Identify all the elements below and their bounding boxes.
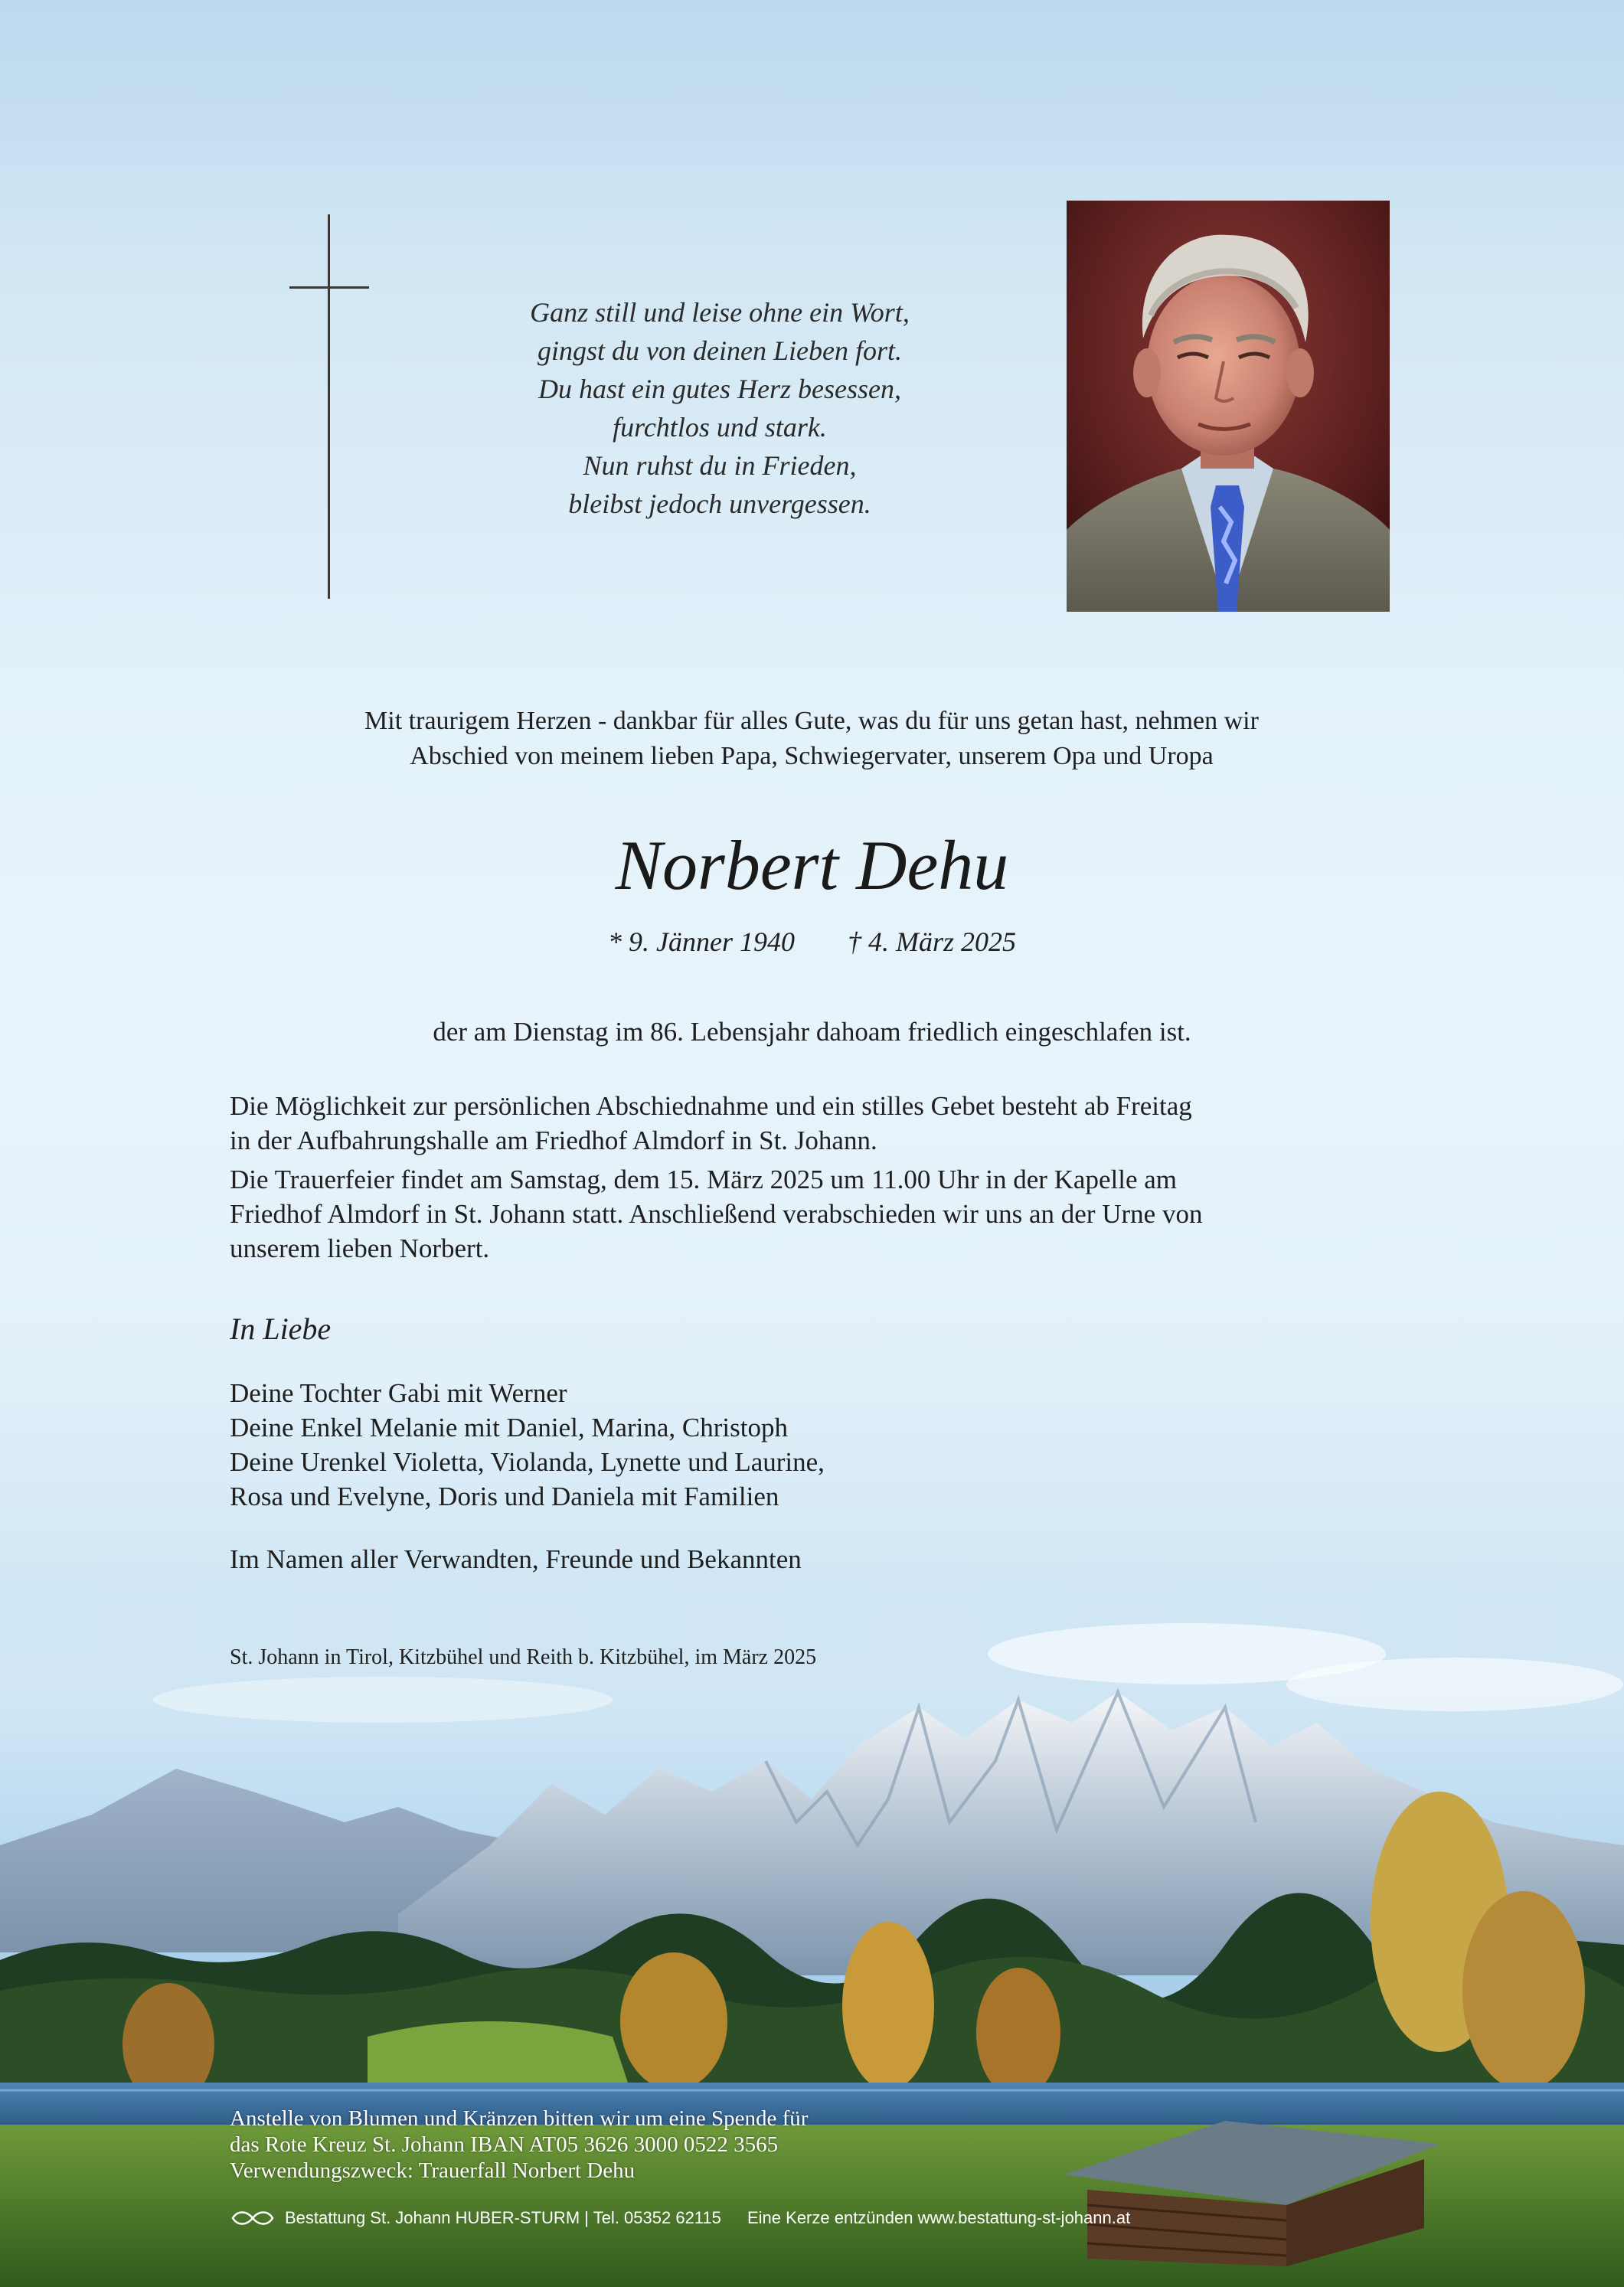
donation-line: Anstelle von Blumen und Kränzen bitten wir um eine Spende für [230,2106,809,2131]
passed-text: der am Dienstag im 86. Lebensjahr dahoam friedlich eingeschlafen ist. [433,1017,1191,1047]
death-date: † 4. März 2025 [847,926,1016,957]
funeral-home-logo-icon [230,2207,276,2230]
deceased-name: Norbert Dehu [615,826,1009,904]
poem-line: gingst du von deinen Lieben fort. [538,335,902,366]
candle-link[interactable]: Eine Kerze entzünden www.bestattung-st-johann.at [747,2208,1131,2227]
family-list [230,1376,825,1514]
ceremony-line: Die Trauerfeier findet am Samstag, dem 15. März 2025 um 11.00 Uhr in der Kapelle am [230,1165,1177,1194]
farewell-paragraph [230,1089,1424,1158]
intro-line: Abschied von meinem lieben Papa, Schwiegervater, unserem Opa und Uropa [410,742,1214,770]
family-line: Rosa und Evelyne, Doris und Daniela mit Familien [230,1482,779,1511]
donation-text [230,2106,808,2184]
donation-line: das Rote Kreuz St. Johann IBAN AT05 3626 3000 0522 3565 [230,2132,779,2157]
family-line: Deine Enkel Melanie mit Daniel, Marina, Christoph [230,1413,788,1442]
funeral-home-info: Bestattung St. Johann HUBER-STURM | Tel. 05352 62115 [285,2208,721,2227]
poem-line: Du hast ein gutes Herz besessen, [538,374,901,404]
birth-date: * 9. Jänner 1940 [608,926,795,957]
poem-line: Ganz still und leise ohne ein Wort, [530,297,910,328]
family-line: Deine Urenkel Violetta, Violanda, Lynette und Laurine, [230,1447,825,1477]
farewell-line: Die Möglichkeit zur persönlichen Abschiednahme und ein stilles Gebet besteht ab Freitag [230,1091,1192,1121]
portrait-photo [1067,201,1390,612]
footer [285,2207,1152,2230]
intro-text [153,704,1470,774]
ceremony-paragraph [230,1162,1424,1266]
poem [429,293,1011,523]
intro-line: Mit traurigem Herzen - dankbar für alles Gute, was du für uns getan hast, nehmen wir [364,707,1259,735]
poem-line: Nun ruhst du in Frieden, [583,450,857,481]
family-line: Deine Tochter Gabi mit Werner [230,1378,567,1408]
poem-line: furchtlos und stark. [613,412,827,443]
ceremony-line: Friedhof Almdorf in St. Johann statt. Anschließend verabschieden wir uns an der Urne von [230,1199,1203,1229]
on-behalf-text: Im Namen aller Verwandten, Freunde und Bekannten [230,1544,802,1574]
donation-line: Verwendungszweck: Trauerfall Norbert Dehu [230,2158,636,2183]
life-dates [0,924,1624,959]
farewell-line: in der Aufbahrungshalle am Friedhof Almdorf in St. Johann. [230,1126,877,1155]
poem-line: bleibst jedoch unvergessen. [568,488,871,519]
place-date: St. Johann in Tirol, Kitzbühel und Reith b. Kitzbühel, im März 2025 [230,1645,817,1669]
in-liebe-heading: In Liebe [230,1312,332,1346]
ceremony-line: unserem lieben Norbert. [230,1233,490,1263]
